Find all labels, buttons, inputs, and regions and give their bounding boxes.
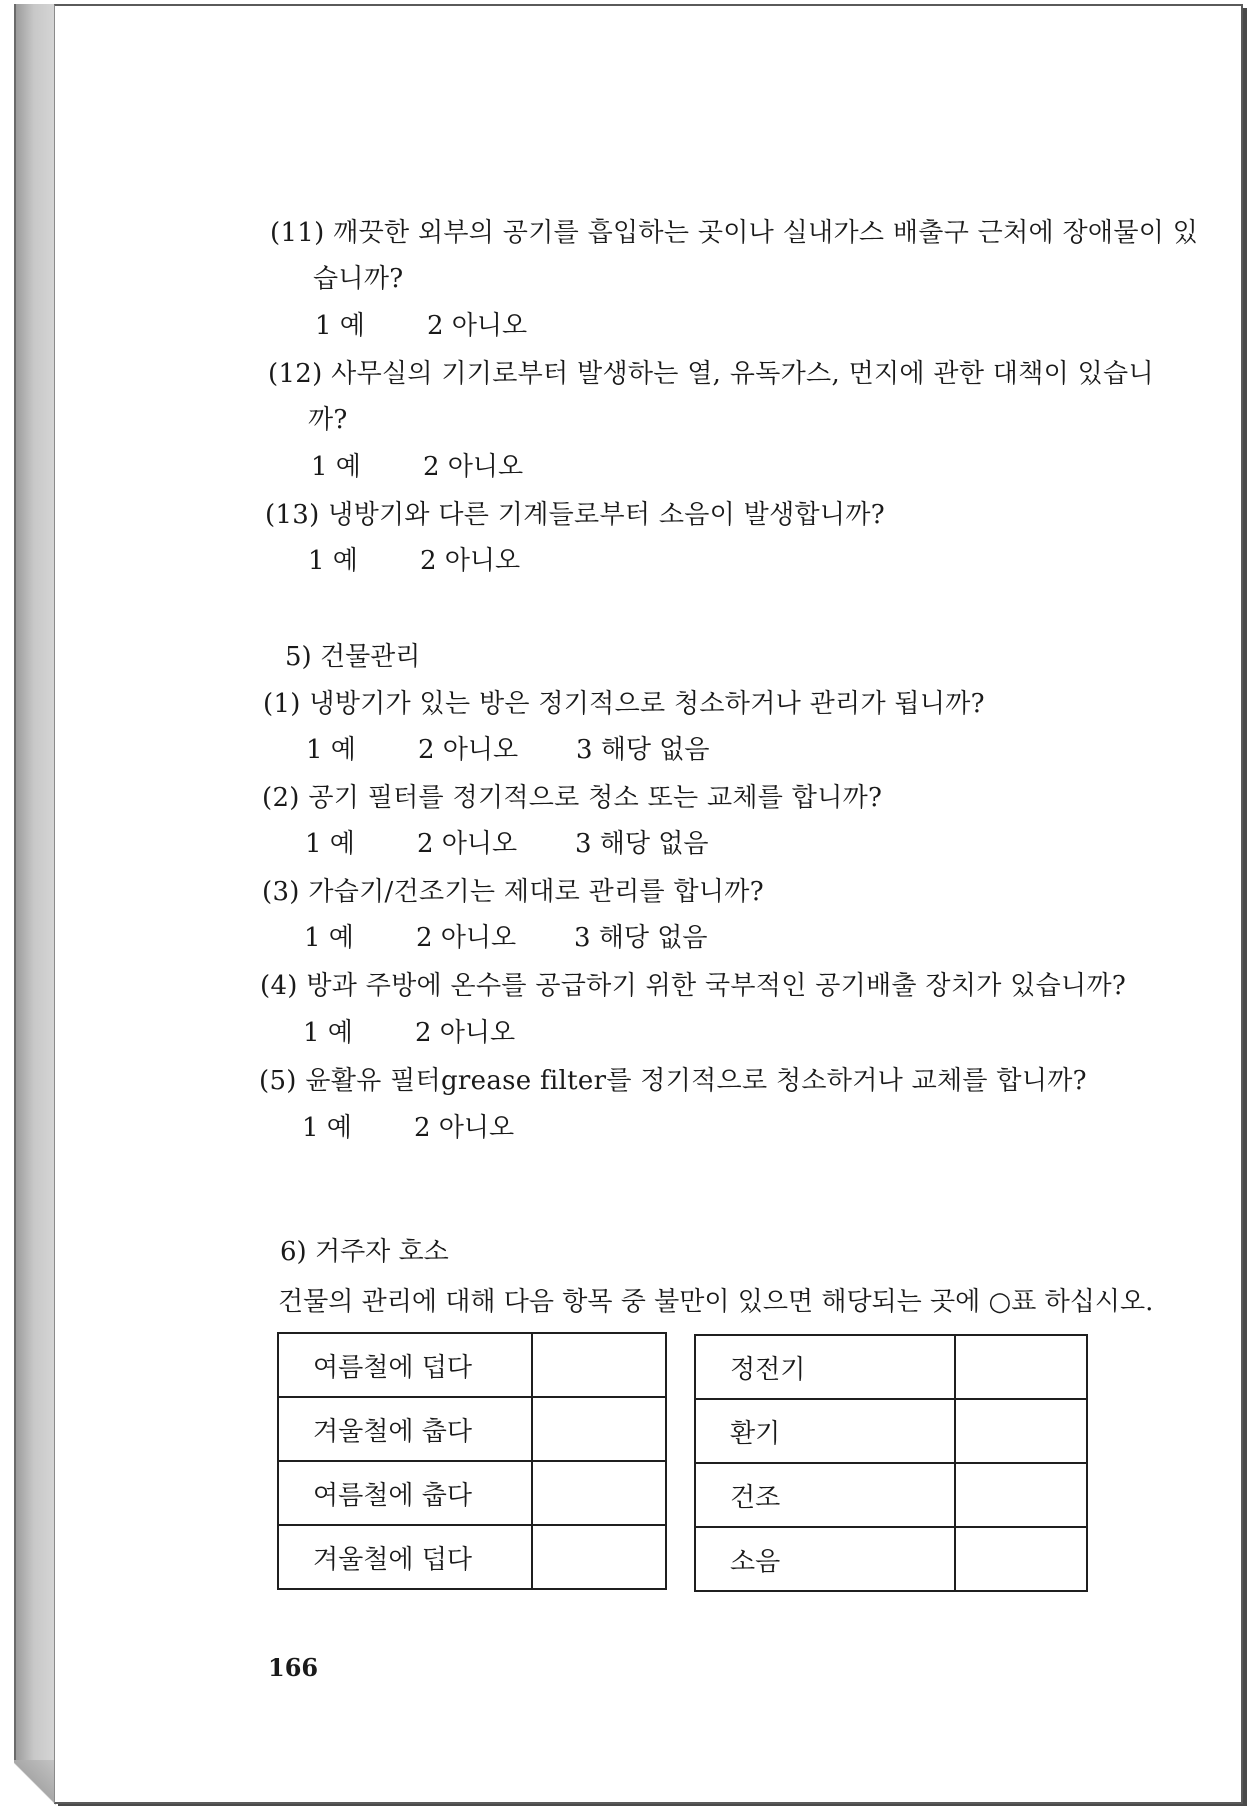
question-text: 방과 주방에 온수를 공급하기 위한 국부적인 공기배출 장치가 있습니까? [306,971,1127,1001]
option-yes: 1 예 [308,546,358,576]
option-no: 2 아니오 [416,923,517,953]
complaint-table-right [694,1334,1088,1592]
question-number: (5) [259,1066,297,1096]
question-text: 윤활유 필터grease filter를 정기적으로 청소하거나 교체를 합니까? [305,1066,1087,1096]
option-yes: 1 예 [306,735,356,765]
mark-cell[interactable] [955,1399,1087,1463]
table-row [695,1399,1087,1463]
section-5-question-3 [262,875,764,909]
complaint-label: 여름철에 춥다 [278,1461,532,1525]
complaint-label: 건조 [695,1463,955,1527]
section-5-heading: 5) 건물관리 [285,642,421,672]
section-5-question-2 [262,781,882,815]
question-number: (2) [262,783,300,813]
table-row [695,1335,1087,1399]
option-no: 2 아니오 [415,1018,516,1048]
mark-cell[interactable] [532,1397,666,1461]
table-row [278,1525,666,1589]
option-yes: 1 예 [311,452,361,482]
complaint-table-left [277,1332,667,1590]
mark-cell[interactable] [532,1461,666,1525]
mark-cell[interactable] [532,1525,666,1589]
question-text: 가습기/건조기는 제대로 관리를 합니까? [308,877,764,907]
mark-cell[interactable] [532,1333,666,1397]
table-row [278,1333,666,1397]
question-12-continued: 까? [308,405,348,435]
question-text: 냉방기가 있는 방은 정기적으로 청소하거나 관리가 됩니까? [309,689,985,719]
question-number: (11) [270,218,325,248]
option-yes: 1 예 [305,829,355,859]
option-not-applicable: 3 해당 없음 [575,829,709,859]
table-row [278,1397,666,1461]
page-number: 166 [268,1653,319,1682]
option-yes: 1 예 [304,923,354,953]
complaint-label: 겨울철에 춥다 [278,1397,532,1461]
question-number: (12) [268,359,323,389]
table-row [278,1461,666,1525]
question-13-options [308,544,520,578]
complaint-label: 환기 [695,1399,955,1463]
section-5-question-5-options [302,1111,514,1145]
section-5-question-1 [263,687,985,721]
table-row [695,1527,1087,1591]
section-5-question-5 [259,1064,1087,1098]
option-no: 2 아니오 [420,546,521,576]
table-row [695,1463,1087,1527]
question-text: 깨끗한 외부의 공기를 흡입하는 곳이나 실내가스 배출구 근처에 장애물이 있 [333,218,1199,248]
section-6-instruction: 건물의 관리에 대해 다음 항목 중 불만이 있으면 해당되는 곳에 ○표 하십시오. [278,1287,1154,1317]
option-no: 2 아니오 [423,452,524,482]
complaint-label: 정전기 [695,1335,955,1399]
question-13 [265,498,885,532]
complaint-label: 여름철에 덥다 [278,1333,532,1397]
option-no: 2 아니오 [427,311,528,341]
option-no: 2 아니오 [414,1113,515,1143]
question-number: (1) [263,689,301,719]
option-not-applicable: 3 해당 없음 [574,923,708,953]
question-number: (4) [260,971,298,1001]
complaint-label: 겨울철에 덥다 [278,1525,532,1589]
question-12 [268,357,1154,391]
option-no: 2 아니오 [417,829,518,859]
section-5-question-1-options [306,733,710,767]
option-yes: 1 예 [315,311,365,341]
question-11 [270,216,1198,250]
mark-cell[interactable] [955,1527,1087,1591]
question-text: 공기 필터를 정기적으로 청소 또는 교체를 합니까? [308,783,883,813]
question-number: (13) [265,500,320,530]
option-not-applicable: 3 해당 없음 [576,735,710,765]
question-11-options [315,309,527,343]
question-11-continued: 습니까? [313,264,404,294]
question-text: 사무실의 기기로부터 발생하는 열, 유독가스, 먼지에 관한 대책이 있습니 [331,359,1154,389]
section-6-heading: 6) 거주자 호소 [280,1237,449,1267]
section-5-question-3-options [304,921,708,955]
section-5-question-2-options [305,827,709,861]
option-yes: 1 예 [303,1018,353,1048]
mark-cell[interactable] [955,1335,1087,1399]
section-5-question-4-options [303,1016,515,1050]
mark-cell[interactable] [955,1463,1087,1527]
question-text: 냉방기와 다른 기계들로부터 소음이 발생합니까? [328,500,885,530]
option-no: 2 아니오 [418,735,519,765]
section-5-question-4 [260,969,1126,1003]
question-number: (3) [262,877,300,907]
question-12-options [311,450,523,484]
option-yes: 1 예 [302,1113,352,1143]
complaint-label: 소음 [695,1527,955,1591]
